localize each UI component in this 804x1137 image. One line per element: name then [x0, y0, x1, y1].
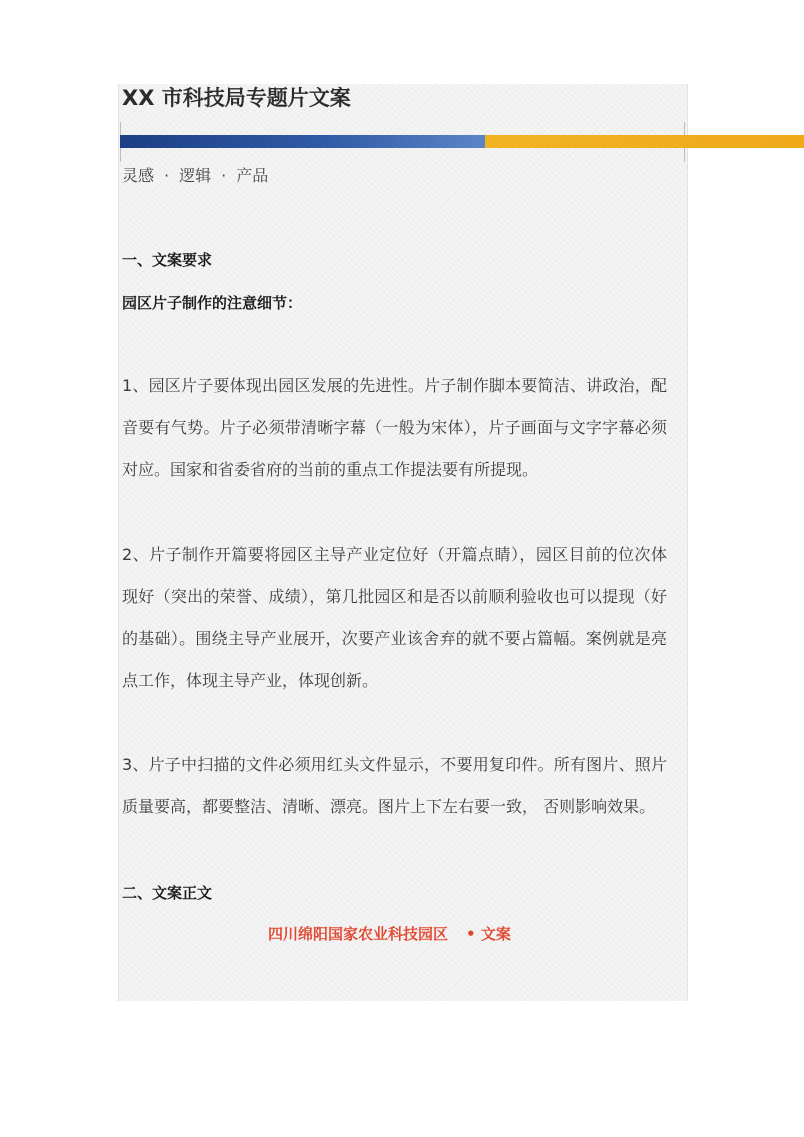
- tagline-separator: ·: [221, 166, 227, 185]
- section2-heading: 二、文案正文: [122, 884, 213, 902]
- tagline-item-logic: 逻辑: [179, 166, 212, 185]
- title-bar-gold: [485, 135, 804, 148]
- title-bar-blue: [120, 135, 485, 148]
- red-heading-suffix: • 文案: [466, 925, 511, 943]
- tagline-item-product: 产品: [236, 166, 269, 185]
- paragraph-2: 2、片子制作开篇要将园区主导产业定位好（开篇点睛），园区目前的位次体现好（突出的荣誉、成绩），第几批园区和是否以前顺利验收也可以提现（好的基础）。围绕主导产业展开，次要产业该舍弃的就不要占篇幅。案例就是亮点工作，体现主导产业，体现创新。: [122, 545, 667, 690]
- tagline-item-inspiration: 灵感: [122, 166, 155, 185]
- section1-heading: 一、文案要求: [122, 251, 213, 269]
- section1-subheading: 园区片子制作的注意细节：: [122, 294, 303, 312]
- paragraph-1: 1、园区片子要体现出园区发展的先进性。片子制作脚本要简洁、讲政治，配音要有气势。片子必须带清晰字幕（一般为宋体），片子画面与文字字幕必须对应。国家和省委省府的当前的重点工作提法要有所提现。: [122, 376, 667, 479]
- paragraph-3: 3、片子中扫描的文件必须用红头文件显示，不要用复印件。所有图片、照片质量要高，都要整洁、清晰、漂亮。图片上下左右要一致， 否则影响效果。: [122, 755, 667, 816]
- red-heading-text: 四川绵阳国家农业科技园区: [268, 925, 449, 943]
- tagline: [122, 164, 268, 188]
- document-title: XX 市科技局专题片文案: [122, 86, 351, 110]
- tagline-separator: ·: [164, 166, 170, 185]
- red-heading: [268, 922, 511, 946]
